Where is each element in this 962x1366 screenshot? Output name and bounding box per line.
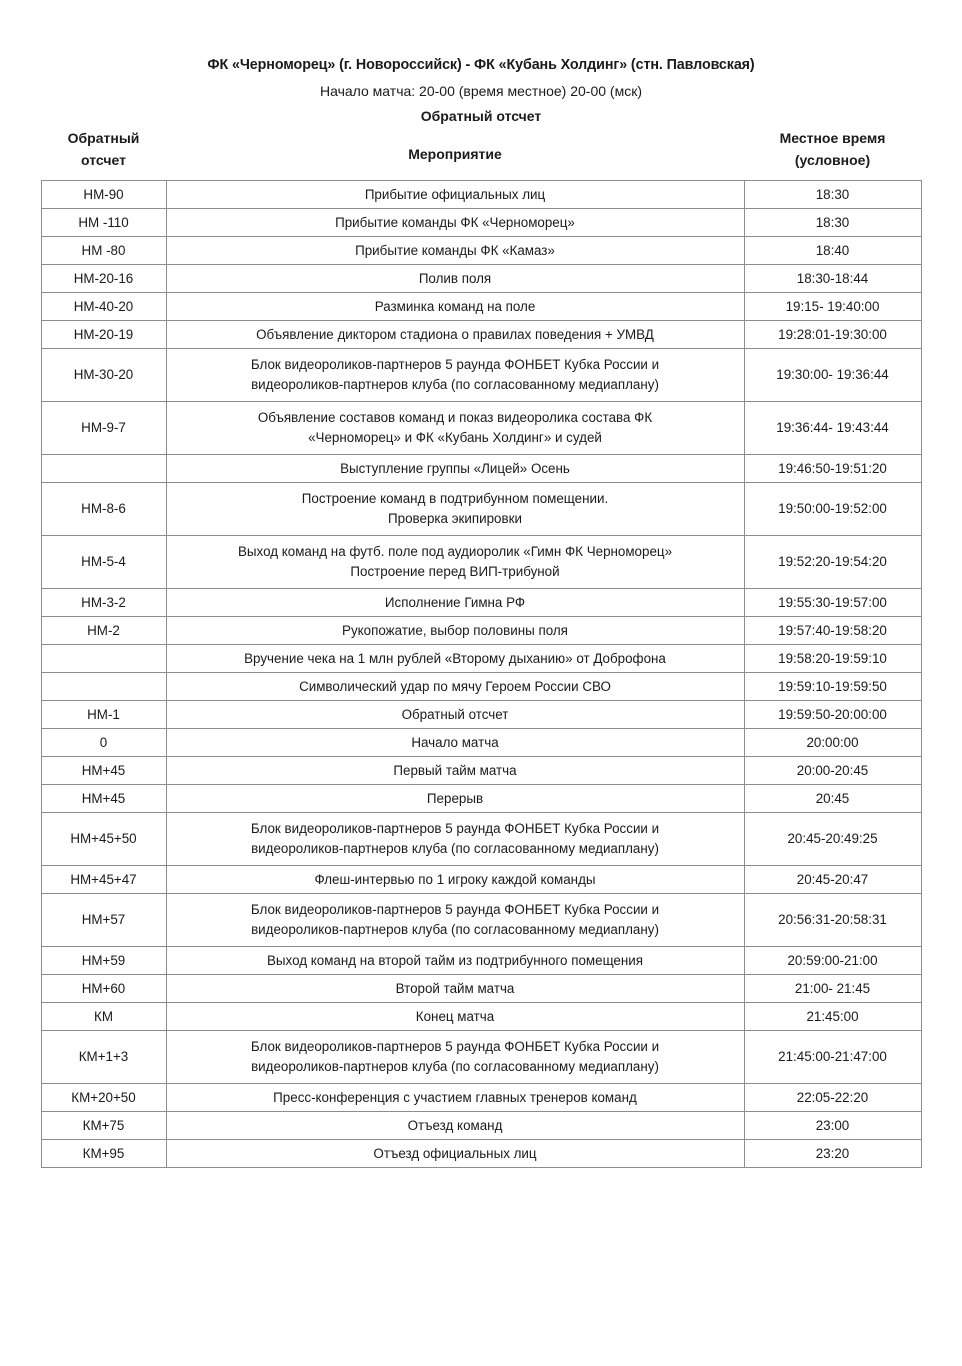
cell-event-line1: Объявление диктором стадиона о правилах поведения + УМВД <box>256 326 654 342</box>
cell-event <box>166 947 744 975</box>
cell-event-line1: Выступление группы «Лицей» Осень <box>340 460 570 476</box>
table-row <box>41 1084 921 1112</box>
cell-time: 20:56:31-20:58:31 <box>744 894 921 947</box>
cell-event-line1: Пресс-конференция с участием главных тренеров команд <box>273 1089 637 1105</box>
cell-time: 19:58:20-19:59:10 <box>744 645 921 673</box>
table-row <box>41 1003 921 1031</box>
cell-event <box>166 455 744 483</box>
cell-event-line1: Объявление составов команд и показ видеоролика состава ФК <box>257 409 653 425</box>
cell-time: 19:55:30-19:57:00 <box>744 589 921 617</box>
cell-event <box>166 536 744 589</box>
cell-event <box>166 673 744 701</box>
cell-time: 18:30-18:44 <box>744 265 921 293</box>
table-row <box>41 729 921 757</box>
cell-time: 19:46:50-19:51:20 <box>744 455 921 483</box>
cell-event-line2: «Черноморец» и ФК «Кубань Холдинг» и судей <box>308 430 602 446</box>
header-time-line2: (условное) <box>794 151 871 168</box>
cell-event-line1: Символический удар по мячу Героем России СВО <box>299 678 611 694</box>
cell-time: 23:20 <box>744 1140 921 1168</box>
cell-event-line1: Разминка команд на поле <box>374 298 536 314</box>
table-row <box>41 589 921 617</box>
match-start-subtitle: Начало матча: 20-00 (время местное) 20-00 (мск) <box>320 82 642 99</box>
cell-countdown: КМ <box>41 1003 166 1031</box>
cell-event <box>166 617 744 645</box>
cell-countdown: НМ+59 <box>41 947 166 975</box>
cell-event-line1: Блок видеороликов-партнеров 5 раунда ФОНБЕТ Кубка России и <box>250 1038 660 1054</box>
table-row <box>41 785 921 813</box>
cell-event-line1: Блок видеороликов-партнеров 5 раунда ФОНБЕТ Кубка России и <box>250 356 660 372</box>
table-row <box>41 947 921 975</box>
header-event: Мероприятие <box>408 146 502 163</box>
table-row <box>41 1031 921 1084</box>
cell-countdown: НМ-5-4 <box>41 536 166 589</box>
cell-countdown <box>41 455 166 483</box>
cell-event-line2: видеороликов-партнеров клуба (по согласованному медиаплану) <box>251 841 659 857</box>
cell-event-line1: Отъезд команд <box>407 1117 503 1133</box>
cell-event-line2: Проверка экипировки <box>388 511 522 527</box>
cell-event-line1: Второй тайм матча <box>395 980 515 996</box>
cell-countdown: НМ-8-6 <box>41 483 166 536</box>
cell-countdown: НМ+45+50 <box>41 813 166 866</box>
cell-event <box>166 1031 744 1084</box>
cell-countdown: НМ-2 <box>41 617 166 645</box>
cell-event-line1: Прибытие официальных лиц <box>364 186 546 202</box>
cell-time: 20:00-20:45 <box>744 757 921 785</box>
cell-countdown: КМ+95 <box>41 1140 166 1168</box>
table-row <box>41 265 921 293</box>
document-header <box>0 0 962 125</box>
cell-event <box>166 1084 744 1112</box>
cell-event-line1: Исполнение Гимна РФ <box>384 594 526 610</box>
table-row <box>41 701 921 729</box>
cell-countdown: НМ-90 <box>41 181 166 209</box>
cell-countdown: КМ+20+50 <box>41 1084 166 1112</box>
cell-time: 20:59:00-21:00 <box>744 947 921 975</box>
table-row <box>41 673 921 701</box>
table-row <box>41 617 921 645</box>
cell-event-line1: Блок видеороликов-партнеров 5 раунда ФОНБЕТ Кубка России и <box>250 901 660 917</box>
cell-event <box>166 866 744 894</box>
cell-countdown: КМ+75 <box>41 1112 166 1140</box>
cell-countdown: НМ -110 <box>41 209 166 237</box>
cell-event-line1: Обратный отсчет <box>401 706 509 722</box>
table-row <box>41 237 921 265</box>
header-countdown-line1: Обратный <box>67 130 140 147</box>
table-row <box>41 483 921 536</box>
table-row <box>41 975 921 1003</box>
cell-event-line1: Построение команд в подтрибунном помещении. <box>301 490 609 506</box>
cell-countdown: НМ+45+47 <box>41 866 166 894</box>
cell-time: 19:30:00- 19:36:44 <box>744 349 921 402</box>
schedule-table <box>41 180 922 1168</box>
cell-time: 18:30 <box>744 209 921 237</box>
cell-event <box>166 894 744 947</box>
cell-countdown: НМ-20-16 <box>41 265 166 293</box>
cell-countdown: НМ-30-20 <box>41 349 166 402</box>
cell-countdown: НМ+45 <box>41 757 166 785</box>
cell-event <box>166 645 744 673</box>
cell-countdown: НМ-20-19 <box>41 321 166 349</box>
cell-event <box>166 1140 744 1168</box>
cell-countdown <box>41 645 166 673</box>
cell-event-line1: Блок видеороликов-партнеров 5 раунда ФОНБЕТ Кубка России и <box>250 820 660 836</box>
cell-countdown: НМ+60 <box>41 975 166 1003</box>
cell-event-line1: Конец матча <box>415 1008 495 1024</box>
cell-countdown <box>41 673 166 701</box>
cell-event <box>166 757 744 785</box>
cell-time: 21:45:00-21:47:00 <box>744 1031 921 1084</box>
cell-event-line1: Рукопожатие, выбор половины поля <box>342 622 568 638</box>
cell-event <box>166 1112 744 1140</box>
cell-event <box>166 209 744 237</box>
cell-time: 21:45:00 <box>744 1003 921 1031</box>
cell-countdown: НМ+45 <box>41 785 166 813</box>
cell-event <box>166 589 744 617</box>
table-row <box>41 181 921 209</box>
cell-event <box>166 402 744 455</box>
cell-time: 19:28:01-19:30:00 <box>744 321 921 349</box>
cell-countdown: НМ -80 <box>41 237 166 265</box>
cell-event-line1: Выход команд на футб. поле под аудиоролик «Гимн ФК Черноморец» <box>237 543 673 559</box>
table-row <box>41 536 921 589</box>
cell-event-line1: Полив поля <box>418 270 492 286</box>
cell-time: 20:45-20:47 <box>744 866 921 894</box>
cell-countdown: 0 <box>41 729 166 757</box>
table-row <box>41 894 921 947</box>
cell-time: 19:15- 19:40:00 <box>744 293 921 321</box>
cell-time: 19:52:20-19:54:20 <box>744 536 921 589</box>
cell-time: 18:30 <box>744 181 921 209</box>
cell-event-line1: Выход команд на второй тайм из подтрибунного помещения <box>266 952 644 968</box>
table-row <box>41 402 921 455</box>
cell-event <box>166 729 744 757</box>
cell-countdown: НМ+57 <box>41 894 166 947</box>
cell-event-line1: Перерыв <box>426 790 484 806</box>
cell-event <box>166 701 744 729</box>
cell-time: 19:59:10-19:59:50 <box>744 673 921 701</box>
table-row <box>41 866 921 894</box>
cell-event-line2: Построение перед ВИП-трибуной <box>350 564 560 580</box>
cell-time: 19:57:40-19:58:20 <box>744 617 921 645</box>
table-row <box>41 293 921 321</box>
table-row <box>41 1140 921 1168</box>
page-title: ФК «Черноморец» (г. Новороссийск) - ФК «Кубань Холдинг» (стн. Павловская) <box>207 57 755 73</box>
cell-event <box>166 237 744 265</box>
cell-countdown: НМ-9-7 <box>41 402 166 455</box>
cell-event <box>166 293 744 321</box>
cell-time: 20:45-20:49:25 <box>744 813 921 866</box>
cell-time: 19:50:00-19:52:00 <box>744 483 921 536</box>
table-row <box>41 209 921 237</box>
cell-event <box>166 483 744 536</box>
cell-event-line1: Вручение чека на 1 млн рублей «Второму дыханию» от Доброфона <box>244 650 666 666</box>
table-row <box>41 645 921 673</box>
cell-event <box>166 265 744 293</box>
cell-event-line2: видеороликов-партнеров клуба (по согласованному медиаплану) <box>251 1059 659 1075</box>
cell-countdown: НМ-3-2 <box>41 589 166 617</box>
cell-event-line1: Первый тайм матча <box>393 762 517 778</box>
table-row <box>41 455 921 483</box>
table-column-headers <box>41 128 921 180</box>
cell-event-line2: видеороликов-партнеров клуба (по согласованному медиаплану) <box>251 377 659 393</box>
cell-countdown: КМ+1+3 <box>41 1031 166 1084</box>
cell-time: 20:00:00 <box>744 729 921 757</box>
cell-time: 21:00- 21:45 <box>744 975 921 1003</box>
cell-event-line2: видеороликов-партнеров клуба (по согласованному медиаплану) <box>251 922 659 938</box>
cell-time: 18:40 <box>744 237 921 265</box>
cell-time: 19:59:50-20:00:00 <box>744 701 921 729</box>
schedule-table-body <box>41 181 921 1168</box>
cell-event <box>166 1003 744 1031</box>
cell-event-line1: Начало матча <box>411 734 499 750</box>
cell-time: 22:05-22:20 <box>744 1084 921 1112</box>
cell-countdown: НМ-1 <box>41 701 166 729</box>
cell-event <box>166 349 744 402</box>
table-row <box>41 349 921 402</box>
cell-event-line1: Отъезд официальных лиц <box>373 1145 537 1161</box>
section-title: Обратный отсчет <box>420 108 542 125</box>
cell-time: 19:36:44- 19:43:44 <box>744 402 921 455</box>
cell-event <box>166 321 744 349</box>
cell-event <box>166 181 744 209</box>
cell-event-line1: Флеш-интервью по 1 игроку каждой команды <box>314 871 596 887</box>
cell-countdown: НМ-40-20 <box>41 293 166 321</box>
cell-event <box>166 785 744 813</box>
table-row <box>41 321 921 349</box>
cell-time: 20:45 <box>744 785 921 813</box>
table-row <box>41 813 921 866</box>
header-time-line1: Местное время <box>779 130 886 147</box>
table-row <box>41 1112 921 1140</box>
header-countdown-line2: отсчет <box>81 151 126 168</box>
table-row <box>41 757 921 785</box>
header-time <box>744 128 921 171</box>
header-countdown <box>41 128 166 171</box>
cell-event <box>166 975 744 1003</box>
cell-event-line1: Прибытие команды ФК «Черноморец» <box>335 214 575 230</box>
cell-event-line1: Прибытие команды ФК «Камаз» <box>355 242 555 258</box>
cell-event <box>166 813 744 866</box>
cell-time: 23:00 <box>744 1112 921 1140</box>
